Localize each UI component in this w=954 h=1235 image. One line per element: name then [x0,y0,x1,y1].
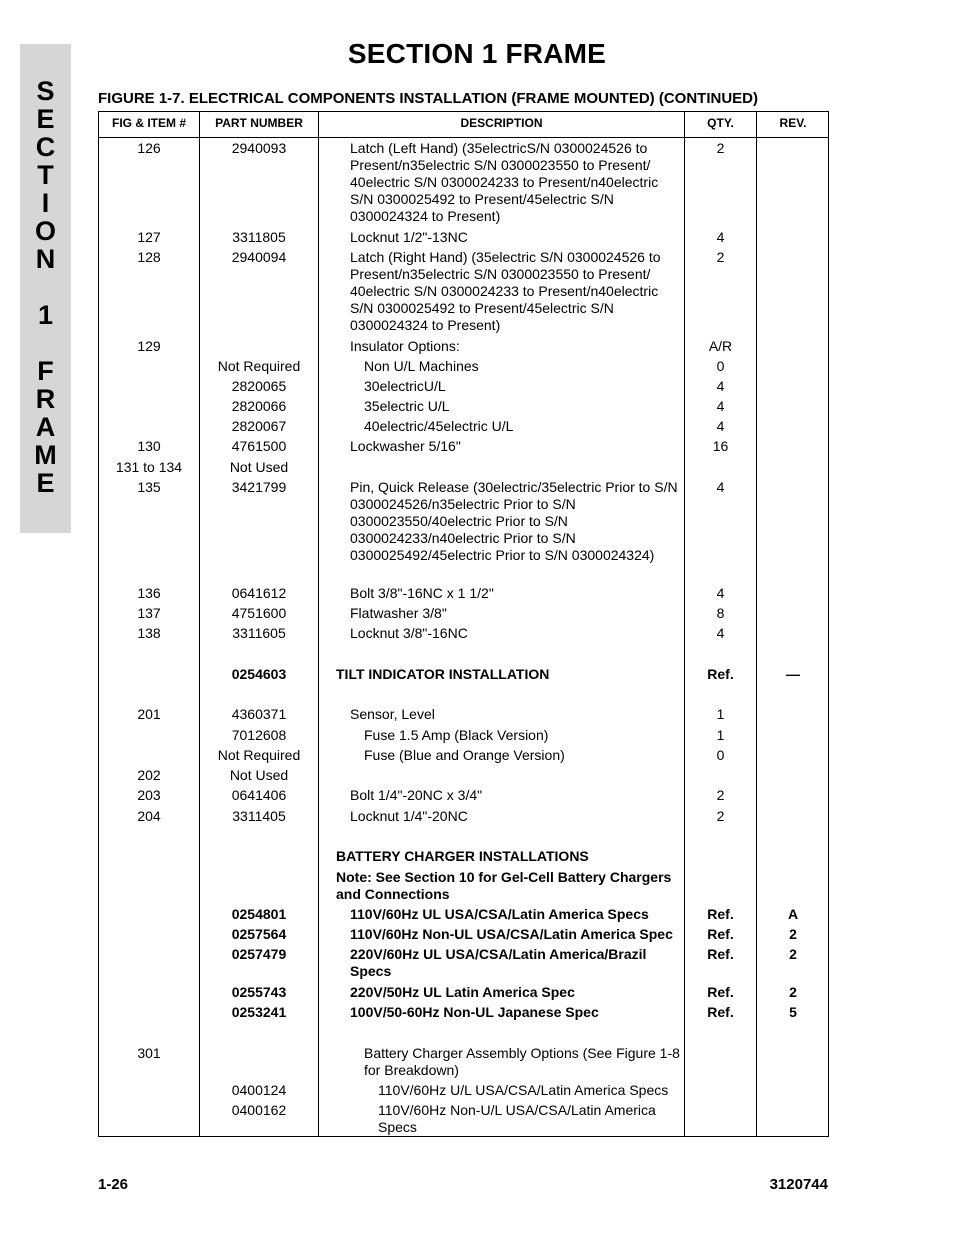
header-rev: REV. [779,116,807,130]
header-fig: FIG & ITEM # [111,116,186,130]
cell-desc: 110V/60Hz U/L USA/CSA/Latin America Specs [378,1082,669,1098]
doc-number: 3120744 [769,1176,828,1193]
cell-qty: Ref. [707,926,734,942]
side-tab-letter: R [35,384,56,414]
cell-part: 0254603 [231,666,287,682]
cell-qty: 2 [716,249,725,265]
cell-desc: TILT INDICATOR INSTALLATION [336,666,550,682]
cell-qty: 4 [716,418,725,434]
cell-qty: 4 [716,585,725,601]
header-desc: DESCRIPTION [460,116,543,130]
cell-qty: 2 [716,140,725,156]
cell-desc: Pin, Quick Release (30electric/35electric Prior to S/N 0300024526/n35electric Prior to S/N 0300023550/40electric Prior to S/N 0300024233/n40electric Prior to S/N 0300025492/45electric Prior to S/N 0300024324) [350,479,678,563]
cell-desc: Insulator Options: [350,338,460,354]
side-tab-letter: F [37,356,54,386]
cell-part: 0400162 [231,1102,287,1118]
cell-desc: Lockwasher 5/16" [350,438,461,454]
cell-desc: Battery Charger Assembly Options (See Figure 1-8 for Breakdown) [364,1045,680,1078]
cell-qty: A/R [708,338,733,354]
cell-part: 7012608 [231,727,287,743]
cell-part: 2940093 [231,140,287,156]
cell-part: 4761500 [231,438,287,454]
page-number: 1-26 [98,1176,129,1193]
cell-desc: 110V/60Hz UL USA/CSA/Latin America Specs [350,906,649,922]
cell-qty: Ref. [707,906,734,922]
cell-qty: 4 [716,229,725,245]
cell-desc: Bolt 3/8"-16NC x 1 1/2" [350,585,494,601]
cell-desc: Fuse 1.5 Amp (Black Version) [364,727,549,743]
cell-desc: 30electricU/L [364,378,446,394]
cell-rev: 2 [789,984,797,1000]
cell-fig: 131 to 134 [115,459,183,475]
cell-part: 4360371 [231,706,287,722]
cell-desc: Locknut 3/8"-16NC [350,625,468,641]
side-tab-letter: S [36,76,55,106]
cell-part: 0253241 [231,1004,287,1020]
cell-desc: 220V/50Hz UL Latin America Spec [350,984,575,1000]
cell-fig: 201 [137,706,161,722]
cell-part: 3421799 [231,479,287,495]
cell-qty: 4 [716,398,725,414]
cell-part: 3311605 [232,625,286,641]
cell-desc: Note: See Section 10 for Gel-Cell Battery Chargers and Connections [336,869,672,902]
side-tab-letter: N [35,244,56,274]
cell-part: 2820065 [231,378,287,394]
cell-desc: Bolt 1/4"-20NC x 3/4" [350,787,483,803]
cell-desc: 100V/50-60Hz Non-UL Japanese Spec [350,1004,599,1020]
cell-qty: 2 [716,808,725,824]
cell-qty: 0 [716,358,725,374]
cell-rev: A [787,906,799,922]
side-tab-letter: C [35,132,56,162]
cell-desc: Locknut 1/4"-20NC [350,808,468,824]
cell-qty: Ref. [707,1004,734,1020]
side-tab-letter: I [41,188,50,218]
cell-fig: 126 [137,140,161,156]
cell-fig: 202 [137,767,161,783]
cell-desc: Latch (Left Hand) (35electricS/N 0300024526 to Present/n35electric S/N 0300023550 to Present/ 40electric S/N 0300024233 to Present/n40electric S/N 0300025492 to Present/45electric S/N 0300024324 to Present) [350,140,659,224]
section-side-tab [20,44,71,533]
cell-desc: Non U/L Machines [364,358,479,374]
cell-qty: 0 [716,747,725,763]
page-title: SECTION 1 FRAME [347,38,607,69]
cell-qty: Ref. [707,666,734,682]
cell-desc: 110V/60Hz Non-UL USA/CSA/Latin America Spec [350,926,673,942]
cell-part: 3311405 [232,808,286,824]
side-tab-letters [20,77,71,497]
cell-desc: 40electric/45electric U/L [364,418,514,434]
cell-rev: — [786,666,800,682]
cell-part: 4751600 [231,605,287,621]
cell-fig: 204 [137,808,161,824]
side-tab-letter: E [36,468,55,498]
cell-part: Not Required [217,358,301,374]
cell-desc: Latch (Right Hand) (35electric S/N 0300024526 to Present/n35electric S/N 0300023550 to Present/ 40electric S/N 0300024233 to Present/n40electric S/N 0300025492 to Present/45electric S/N 0300024324 to Present) [350,249,661,333]
cell-fig: 137 [137,605,161,621]
cell-fig: 128 [137,249,161,265]
cell-rev: 5 [789,1004,797,1020]
side-tab-letter: M [34,440,57,470]
cell-part: 3311805 [232,229,286,245]
cell-part: 0257564 [231,926,287,942]
cell-part: 0254801 [231,906,287,922]
column-divider [756,112,757,1136]
cell-part: 0255743 [231,984,287,1000]
side-tab-letter: O [34,216,56,246]
cell-part: Not Required [217,747,301,763]
cell-qty: 2 [716,787,725,803]
cell-fig: 129 [137,338,161,354]
figure-title: FIGURE 1-7. ELECTRICAL COMPONENTS INSTALLATION (FRAME MOUNTED) (CONTINUED) [98,90,758,107]
cell-part: 2820067 [231,418,287,434]
cell-qty: Ref. [707,984,734,1000]
cell-desc: 220V/60Hz UL USA/CSA/Latin America/Brazil Specs [350,946,647,979]
cell-qty: 1 [716,706,725,722]
cell-part: 0641406 [231,787,287,803]
cell-part: 2820066 [231,398,287,414]
side-tab-letter: E [36,104,55,134]
header-qty: QTY. [707,116,734,130]
cell-fig: 138 [137,625,161,641]
cell-part: 0641612 [231,585,287,601]
side-tab-letter: T [37,160,54,190]
cell-desc: BATTERY CHARGER INSTALLATIONS [336,848,589,864]
cell-part: 0400124 [231,1082,287,1098]
cell-fig: 135 [137,479,161,495]
header-part: PART NUMBER [215,116,303,130]
cell-desc: Flatwasher 3/8" [350,605,447,621]
cell-part: Not Used [229,459,289,475]
cell-qty: 4 [716,479,725,495]
cell-rev: 2 [789,946,797,962]
cell-part: 0257479 [231,946,287,962]
cell-fig: 301 [137,1045,161,1061]
cell-desc: Sensor, Level [350,706,435,722]
side-tab-letter: A [35,412,56,442]
cell-qty: 4 [716,378,725,394]
cell-desc: Fuse (Blue and Orange Version) [364,747,565,763]
cell-desc: 110V/60Hz Non-U/L USA/CSA/Latin America Specs [378,1102,656,1135]
cell-desc: Locknut 1/2"-13NC [350,229,468,245]
header-divider [99,137,828,138]
cell-rev: 2 [789,926,797,942]
cell-qty: 8 [716,605,725,621]
cell-fig: 136 [137,585,161,601]
side-tab-letter: 1 [37,300,54,330]
parts-table [98,111,829,1137]
cell-fig: 127 [137,229,161,245]
cell-qty: 4 [716,625,725,641]
cell-qty: 16 [712,438,729,454]
cell-qty: Ref. [707,946,734,962]
cell-desc: 35electric U/L [364,398,450,414]
cell-qty: 1 [716,727,725,743]
cell-fig: 130 [137,438,161,454]
cell-fig: 203 [137,787,161,803]
cell-part: Not Used [229,767,289,783]
cell-part: 2940094 [231,249,287,265]
